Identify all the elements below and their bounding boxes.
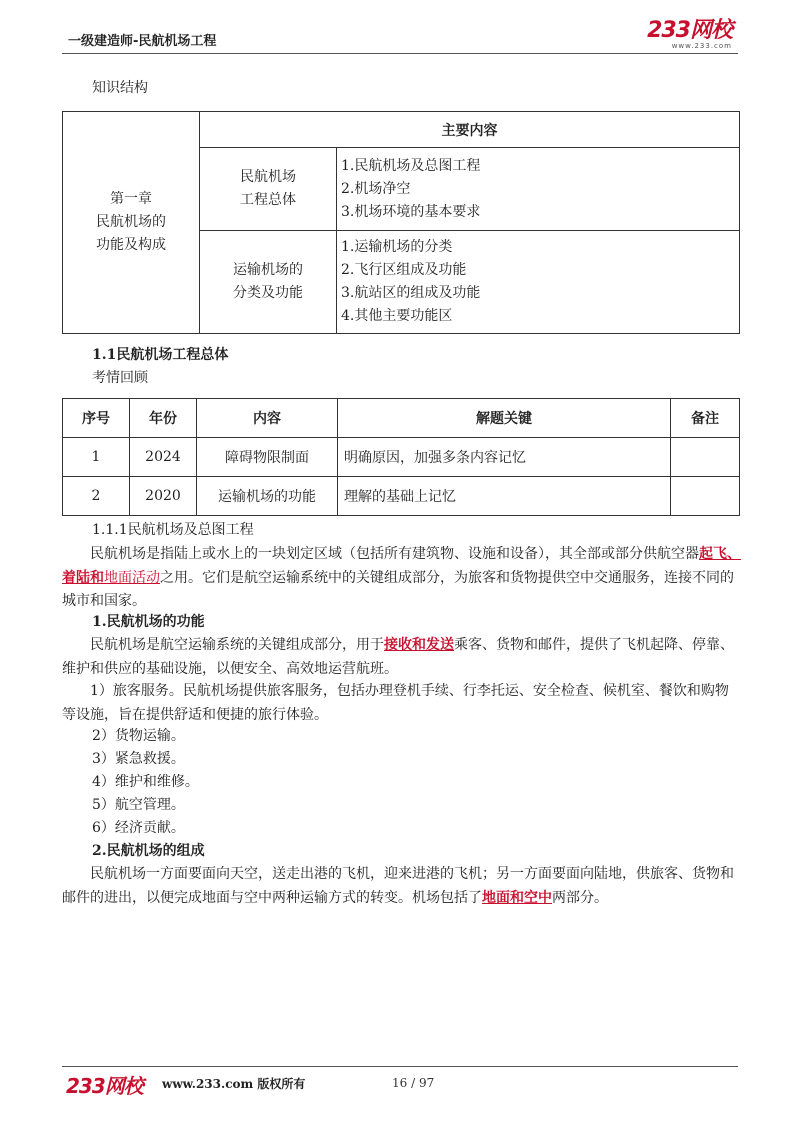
list-item: 1.运输机场的分类 xyxy=(341,239,453,255)
paragraph-definition xyxy=(62,543,742,614)
list-item: 3.机场环境的基本要求 xyxy=(341,203,481,220)
table-cell xyxy=(671,438,740,477)
table-cell: 理解的基础上记忆 xyxy=(338,477,671,516)
group-items-cell xyxy=(337,148,740,231)
highlight-text: 地面和空中 xyxy=(482,889,552,906)
text-run: 乘客、货物和邮件，提供了飞机起降、停靠、维护和供应的基础设施，以便安全、高效地运营航班。 xyxy=(62,637,734,677)
group-name-cell xyxy=(200,231,337,334)
section-label: 知识结构 xyxy=(92,80,148,96)
structure-table xyxy=(62,111,740,334)
heading-function: 1.民航机场的功能 xyxy=(92,614,205,630)
list-item: 2.飞行区组成及功能 xyxy=(341,262,467,278)
group-name-cell xyxy=(200,148,337,231)
highlight-text: 和 xyxy=(90,569,104,586)
column-header: 备注 xyxy=(671,399,740,438)
list-item: 1.民航机场及总图工程 xyxy=(341,157,481,174)
table-cell xyxy=(671,477,740,516)
text-run: 两部分。 xyxy=(552,889,608,906)
table-cell: 2024 xyxy=(130,438,197,477)
chapter-line: 民航机场的 xyxy=(96,214,166,230)
group-name-line: 工程总体 xyxy=(240,192,296,208)
paragraph-composition xyxy=(62,863,742,910)
highlight-text: 接收和发送 xyxy=(384,637,454,653)
footer-divider xyxy=(62,1066,738,1067)
column-header: 内容 xyxy=(197,399,338,438)
list-item: 6）经济贡献。 xyxy=(92,820,185,836)
brand-logo[interactable] xyxy=(647,20,732,51)
header-divider xyxy=(62,53,738,54)
list-item: 2.机场净空 xyxy=(341,180,411,197)
review-table xyxy=(62,398,740,516)
text-run: 之用。它们是航空运输系统中的关键组成部分，为旅客和货物提供空中交通服务，连接不同的城市和国家。 xyxy=(62,569,734,609)
list-item: 4）维护和维修。 xyxy=(92,774,199,790)
group-name-line: 运输机场的 xyxy=(233,262,303,278)
paragraph-passenger: 1）旅客服务。民航机场提供旅客服务，包括办理登机手续、行李托运、安全检查、候机室、餐饮和购物等设施，旨在提供舒适和便捷的旅行体验。 xyxy=(62,683,729,723)
column-header: 解题关键 xyxy=(338,399,671,438)
group-items-cell xyxy=(337,231,740,334)
text-run: 民航机场是航空运输系统的关键组成部分，用于 xyxy=(90,637,384,653)
table-header: 主要内容 xyxy=(200,112,740,148)
logo-url: www.233.com xyxy=(671,42,732,50)
chapter-line: 第一章 xyxy=(110,191,152,207)
table-cell: 2020 xyxy=(130,477,197,516)
list-item: 2）货物运输。 xyxy=(92,728,185,744)
chapter-cell xyxy=(63,112,200,334)
list-item: 3）紧急救援。 xyxy=(92,751,185,767)
table-cell: 障碍物限制面 xyxy=(197,438,338,477)
table-row xyxy=(63,438,740,477)
review-label: 考情回顾 xyxy=(92,370,148,386)
text-run: 民航机场一方面要面向天空，送走出港的飞机，迎来进港的飞机；另一方面要面向陆地，供旅客、货物和邮件的进出，以便完成地面与空中两种运输方式的转变。机场包括了 xyxy=(62,866,734,906)
list-item: 5）航空管理。 xyxy=(92,797,185,813)
table-cell: 1 xyxy=(63,438,130,477)
table-cell: 运输机场的功能 xyxy=(197,477,338,516)
heading-composition: 2.民航机场的组成 xyxy=(92,843,205,859)
subsection-heading: 1.1.1民航机场及总图工程 xyxy=(92,522,254,538)
highlight-text: 起飞、着陆 xyxy=(62,546,741,586)
table-header-row xyxy=(63,399,740,438)
logo-text: 233网校 xyxy=(647,18,732,43)
paragraph-function xyxy=(62,634,742,681)
list-item: 3.航站区的组成及功能 xyxy=(341,285,481,301)
section-heading: 1.1民航机场工程总体 xyxy=(92,347,229,363)
footer-copyright: www.233.com 版权所有 xyxy=(162,1077,306,1091)
text-run: 民航机场是指陆上或水上的一块划定区域（包括所有建筑物、设施和设备），其全部或部分供航空器 xyxy=(90,546,699,562)
header-title: 一级建造师-民航机场工程 xyxy=(68,34,217,49)
group-name-line: 分类及功能 xyxy=(233,285,303,301)
column-header: 年份 xyxy=(130,399,197,438)
page-number: 16 / 97 xyxy=(392,1076,435,1090)
group-name-line: 民航机场 xyxy=(240,169,296,185)
table-row xyxy=(63,477,740,516)
table-cell: 2 xyxy=(63,477,130,516)
list-item: 4.其他主要功能区 xyxy=(341,308,453,324)
table-cell: 明确原因，加强多条内容记忆 xyxy=(338,438,671,477)
chapter-line: 功能及构成 xyxy=(96,237,166,253)
footer-logo[interactable]: 233网校 xyxy=(66,1074,143,1098)
column-header: 序号 xyxy=(63,399,130,438)
highlight-text: 地面活动 xyxy=(104,569,160,586)
